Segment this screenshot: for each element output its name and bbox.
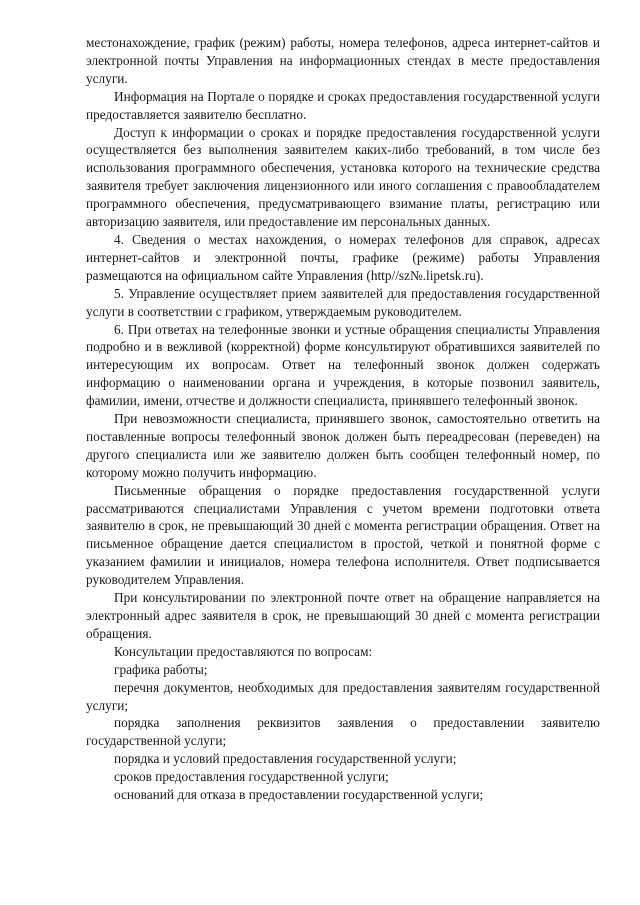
list-item-terms: сроков предоставления государственной услуги; (114, 769, 389, 785)
paragraph-portal-info: Информация на Портале о порядке и сроках предоставления государственной услуги предоставляется заявителю бесплатно. (86, 88, 600, 122)
paragraph-email-consulting: При консультировании по электронной почте ответ на обращение направляется на электронный адрес заявителя в срок, не превышающий 30 дней с момента регистрации обращения. (86, 590, 600, 641)
paragraph-call-redirect: При невозможности специалиста, принявшего звонок, самостоятельно ответить на поставленные вопросы телефонный звонок должен быть переадресован (переведен) на другого специалиста или же заявителю должен быть сообщен телефонный номер, по которому можно получить информацию. (86, 411, 600, 480)
list-item-procedure: порядка и условий предоставления государственной услуги; (114, 751, 457, 767)
paragraph-item-6: 6. При ответах на телефонные звонки и устные обращения специалисты Управления подробно и в вежливой (корректной) форме консультируют обратившихся заявителей по интересующим их вопросам. Ответ на телефонный звонок должен содержать информацию о наименовании органа и учреждения, в которые позвонил заявитель, фамилии, имени, отчестве и должности специалиста, принявшего телефонный звонок. (86, 321, 600, 409)
paragraph-item-4: 4. Сведения о местах нахождения, о номерах телефонов для справок, адресах интернет-сайтов и электронной почты, графике (режиме) работы Управления размещаются на официальном сайте Управления (http//sz№.lipetsk.ru). (86, 231, 600, 283)
list-item-form-filling: порядка заполнения реквизитов заявления о предоставлении заявителю государственной услуги; (86, 715, 600, 749)
paragraph-item-5: 5. Управление осуществляет прием заявителей для предоставления государственной услуги в соответствии с графиком, утверждаемым руководителем. (86, 285, 600, 319)
list-item-documents: перечня документов, необходимых для предоставления заявителям государственной услуги; (86, 679, 600, 713)
paragraph-consultation-topics: Консультации предоставляются по вопросам: (114, 643, 373, 659)
list-item-refusal-grounds: оснований для отказа в предоставлении государственной услуги; (114, 787, 484, 803)
paragraph-info-stands: местонахождение, график (режим) работы, номера телефонов, адреса интернет-сайтов и электронной почты Управления на информационных стендах в месте предоставления услуги. (86, 35, 600, 86)
document-page (86, 34, 600, 804)
paragraph-written-requests: Письменные обращения о порядке предоставления государственной услуги рассматриваются специалистами Управления с учетом времени подготовки ответа заявителю в срок, не превышающий 30 дней с момента регистрации обращения. Ответ на письменное обращение дается специалистом в простой, четкой и понятной форме с указанием фамилии и инициалов, номера телефона исполнителя. Ответ подписывается руководителем Управления. (86, 482, 600, 588)
list-item-work-schedule: графика работы; (114, 661, 208, 677)
paragraph-access-info: Доступ к информации о сроках и порядке предоставления государственной услуги осуществляется без выполнения заявителем каких-либо требований, в том числе без использования программного обеспечения, установка которого на технические средства заявителя требует заключения лицензионного или иного соглашения с правообладателем программного обеспечения, предусматривающего взимание платы, регистрацию или авторизацию заявителя, или предоставление им персональных данных. (86, 124, 600, 230)
